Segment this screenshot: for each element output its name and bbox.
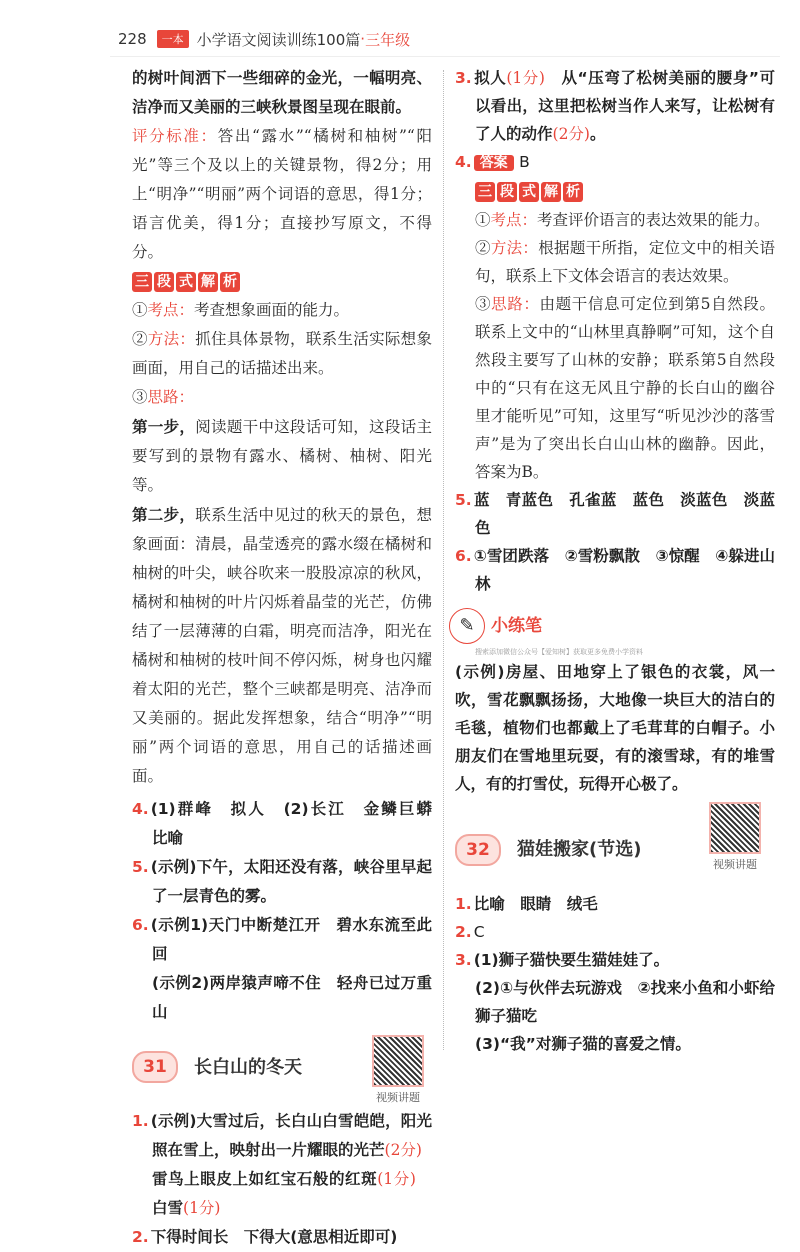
question-number: 3. bbox=[455, 69, 472, 87]
qr-code-icon[interactable] bbox=[709, 802, 761, 854]
idea-label: 思路： bbox=[147, 388, 195, 406]
pencil-boy-icon: ✎ bbox=[449, 608, 485, 644]
header-divider bbox=[110, 56, 780, 57]
analysis-point bbox=[132, 296, 432, 325]
question-number: 4. bbox=[132, 800, 149, 818]
video-qr[interactable] bbox=[709, 802, 761, 872]
s31-answer-1 bbox=[132, 1107, 438, 1223]
question-number: 2. bbox=[132, 1228, 149, 1246]
question-number: 6. bbox=[455, 547, 472, 565]
analysis-tag bbox=[475, 182, 583, 202]
qr-code-icon[interactable] bbox=[372, 1035, 424, 1087]
s31-answer-4 bbox=[455, 148, 775, 177]
brand-logo: 一本 bbox=[157, 30, 189, 48]
practice-heading bbox=[449, 606, 775, 646]
criteria-label: 评分标准： bbox=[132, 127, 218, 145]
analysis-idea bbox=[132, 383, 432, 412]
section-number: 31 bbox=[132, 1051, 178, 1083]
point-text: 考查评价语言的表达效果的能力。 bbox=[537, 211, 770, 229]
idea-label: 思路： bbox=[491, 295, 540, 313]
point-text: 考查想象画面的能力。 bbox=[194, 301, 350, 319]
scoring-criteria bbox=[132, 122, 432, 267]
step1-label: 第一步， bbox=[132, 417, 196, 436]
s32-answer-2 bbox=[455, 918, 775, 946]
analysis-idea bbox=[475, 290, 775, 486]
question-number: 5. bbox=[132, 858, 149, 876]
s32-answer-3 bbox=[455, 946, 775, 1058]
book-title: 小学语文阅读训练100篇 bbox=[196, 30, 361, 49]
qr-label: 视频讲题 bbox=[713, 858, 757, 871]
score: (2分) bbox=[552, 125, 590, 143]
point-label: 考点： bbox=[147, 301, 195, 319]
score: (1分) bbox=[377, 1170, 416, 1188]
analysis-tag bbox=[132, 272, 240, 292]
step-one bbox=[132, 412, 432, 500]
answer-text: 白雪 bbox=[152, 1170, 432, 1217]
answer-tag: 答案 bbox=[474, 155, 514, 171]
grade-label: 三年级 bbox=[365, 30, 411, 49]
page-number: 228 bbox=[118, 30, 147, 48]
section-title: 猫娃搬家(节选) bbox=[517, 839, 642, 860]
point-label: 考点： bbox=[490, 211, 538, 229]
section-number: 32 bbox=[455, 834, 501, 866]
section-title: 长白山的冬天 bbox=[194, 1056, 302, 1078]
score: (1分) bbox=[506, 69, 545, 87]
question-number: 1. bbox=[455, 895, 472, 913]
answer-text: 从“压弯了松树美丽的腰身”可以看出，这里把松树当作人来写，让松树有了人的动作 bbox=[475, 69, 775, 143]
answer-line: (1)狮子猫快要生猫娃娃了。 bbox=[473, 951, 670, 969]
answer-text: 雷鸟上眼皮上如红宝石般的红斑 bbox=[152, 1141, 438, 1188]
method-prefix: ② bbox=[132, 330, 148, 348]
answer-line: (示例2)两岸猿声啼不住 轻舟已过万重山 bbox=[152, 974, 432, 1021]
answer-text: (示例)下午，太阳还没有落，峡谷里早起了一层青色的雾。 bbox=[150, 858, 432, 905]
criteria-text: 答出“露水”“橘树和柚树”“阳光”等三个及以上的关键景物，得2分；用上“明净”“明丽”两个词语的意思，得1分；语言优美，得1分；直接抄写原文，不得分。 bbox=[132, 127, 432, 261]
section-31-heading bbox=[132, 1045, 432, 1104]
question-number: 5. bbox=[455, 491, 472, 509]
tag-char: 三 bbox=[475, 182, 495, 202]
watermark: 搜索添加微信公众号【爱知树】获取更多免费小学资料 bbox=[475, 648, 643, 656]
method-label: 方法： bbox=[490, 239, 539, 257]
page-header bbox=[118, 28, 410, 50]
point-prefix: ① bbox=[475, 211, 491, 229]
s31-answer-6 bbox=[455, 542, 775, 598]
question-number: 2. bbox=[455, 923, 472, 941]
column-divider bbox=[443, 70, 444, 1050]
answer-line: (3)“我”对狮子猫的喜爱之情。 bbox=[475, 1035, 691, 1053]
method-label: 方法： bbox=[147, 330, 196, 348]
analysis-method bbox=[475, 234, 775, 290]
question-number: 3. bbox=[455, 951, 472, 969]
header-separator: · bbox=[360, 30, 366, 48]
idea-prefix: ③ bbox=[475, 295, 492, 313]
score: (1分) bbox=[183, 1199, 221, 1217]
answer-text: ①雪团跌落 ②雪粉飘散 ③惊醒 ④躲进山林 bbox=[473, 547, 775, 593]
answer-text: (1)群峰 拟人 (2)长江 金鳞巨蟒 比喻 bbox=[150, 800, 448, 847]
analysis-method bbox=[132, 325, 432, 383]
tag-char: 析 bbox=[220, 272, 240, 292]
continued-answer: 的树叶间洒下一些细碎的金光，一幅明亮、洁净而又美丽的三峡秋景图呈现在眼前。 bbox=[132, 69, 432, 116]
tag-char: 析 bbox=[563, 182, 583, 202]
idea-text: 由题干信息可定位到第5自然段。联系上文中的“山林里真静啊”可知，这个自然段主要写了山林的安静；联系第5自然段中的“只有在这无风且宁静的长白山的幽谷里才能听见”可知，这里写“听见沙沙的落雪声”是为了突出长白山山林的幽静。因此，答案为B。 bbox=[475, 295, 775, 481]
step-two bbox=[132, 500, 432, 791]
qr-label: 视频讲题 bbox=[376, 1091, 420, 1104]
method-text: 抓住具体景物，联系生活实际想象画面，用自己的话描述出来。 bbox=[132, 330, 432, 377]
step1-text: 阅读题干中这段话可知，这段话主要写到的景物有露水、橘树、柚树、阳光等。 bbox=[132, 418, 432, 494]
question-number: 6. bbox=[132, 916, 149, 934]
answer-5 bbox=[132, 853, 432, 911]
answer-text: 蓝 青蓝色 孔雀蓝 蓝色 淡蓝色 淡蓝色 bbox=[473, 491, 775, 537]
video-qr[interactable] bbox=[372, 1035, 424, 1105]
tag-char: 解 bbox=[541, 182, 561, 202]
practice-text: (示例)房屋、田地穿上了银色的衣裳，风一吹，雪花飘飘扬扬，大地像一块巨大的洁白的毛毯，植物们也都戴上了毛茸茸的白帽子。小朋友们在雪地里玩耍，有的滚雪球，有的堆雪人，有的打雪仗，玩得开心极了。 bbox=[455, 663, 775, 793]
answer-text: (示例)大雪过后，长白山白雪皑皑，阳光照在雪上，映射出一片耀眼的光芒 bbox=[150, 1112, 432, 1159]
answer-text: 比喻 眼睛 绒毛 bbox=[473, 895, 598, 913]
tag-char: 式 bbox=[519, 182, 539, 202]
answer-line: (示例1)天门中断楚江开 碧水东流至此回 bbox=[150, 916, 432, 963]
s31-answer-3 bbox=[455, 64, 775, 148]
tag-char: 段 bbox=[154, 272, 174, 292]
s32-answer-1 bbox=[455, 890, 775, 918]
question-number: 4. bbox=[455, 153, 472, 171]
answer-4 bbox=[132, 795, 448, 853]
answer-line: (2)①与伙伴去玩游戏 ②找来小鱼和小虾给狮子猫吃 bbox=[475, 979, 775, 1025]
step2-text: 联系生活中见过的秋天的景色，想象画面：清晨，晶莹透亮的露水缀在橘树和柚树的叶尖，峡谷吹来一股股凉凉的秋风，橘树和柚树的叶片闪烁着晶莹的光芒，仿佛结了一层薄薄的白霜，明亮而洁净，阳光在橘树和柚树的枝叶间不停闪烁，树身也闪耀着太阳的光芒，整个三峡都是明亮、洁净而又美丽的。据此发挥想象，结合“明净”“明丽”两个词语的意思，用自己的话描述画面。 bbox=[132, 506, 432, 785]
s31-answer-5 bbox=[455, 486, 775, 542]
answer-text: C bbox=[473, 923, 485, 941]
point-prefix: ① bbox=[132, 301, 148, 319]
method-text: 根据题干所指，定位文中的相关语句，联系上下文体会语言的表达效果。 bbox=[475, 239, 775, 285]
answer-6 bbox=[132, 911, 432, 1027]
answer-text: B bbox=[519, 153, 530, 171]
right-column bbox=[455, 64, 775, 1058]
left-column bbox=[132, 64, 448, 1252]
idea-prefix: ③ bbox=[132, 388, 148, 406]
s31-answer-2 bbox=[132, 1223, 432, 1252]
tag-char: 式 bbox=[176, 272, 196, 292]
question-number: 1. bbox=[132, 1112, 149, 1130]
practice-title: 小练笔 bbox=[491, 616, 542, 636]
section-32-heading bbox=[455, 828, 775, 872]
score: (2分) bbox=[384, 1141, 422, 1159]
method-prefix: ② bbox=[475, 239, 491, 257]
tag-char: 段 bbox=[497, 182, 517, 202]
answer-text: 拟人 bbox=[473, 69, 507, 87]
analysis-point bbox=[475, 206, 775, 234]
tag-char: 解 bbox=[198, 272, 218, 292]
tag-char: 三 bbox=[132, 272, 152, 292]
answer-text: 。 bbox=[589, 125, 606, 143]
step2-label: 第二步， bbox=[132, 505, 196, 524]
answer-text: 下得时间长 下得大(意思相近即可) bbox=[150, 1228, 398, 1246]
